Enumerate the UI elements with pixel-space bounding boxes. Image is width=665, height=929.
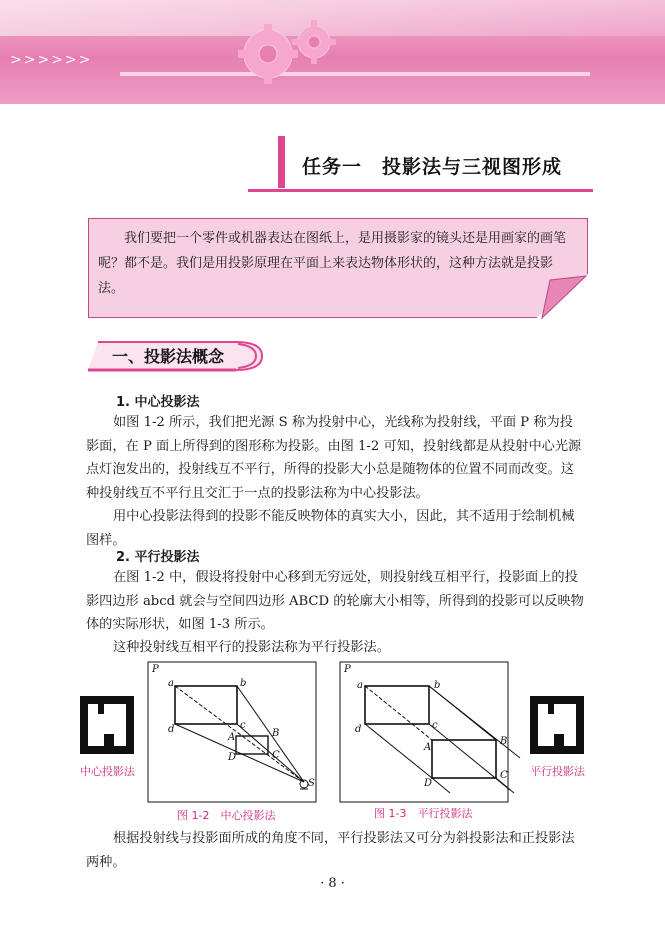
object-icon-left [80,696,134,754]
paragraph-closing: 根据投射线与投影面所成的角度不同，平行投影法又可分为斜投影法和正投影法两种。 [86,831,575,870]
fig3-label-b: b [434,680,441,691]
fig3-label-A: A [424,742,432,753]
fig2-label-b: b [240,678,247,689]
subheading-parallel: 2. 平行投影法 [116,550,200,565]
fig3-label-a: a [357,680,363,691]
side-label-parallel: 平行投影法 [530,765,585,778]
title-accent-bar [278,136,285,188]
fig2-label-B: B [272,728,280,739]
fig2-label-a: a [168,678,174,689]
header-banner [0,0,665,104]
subheading-central: 1. 中心投影法 [116,395,200,410]
banner-stripe [120,72,590,76]
side-label-central: 中心投影法 [80,765,135,778]
task-title: 任务一 投影法与三视图形成 [302,156,563,178]
fig3-label-B: B [500,736,508,747]
fig3-label-c: c [432,720,438,731]
page-number: · 8 · [320,876,345,891]
figure-3-caption: 图 1-3 平行投影法 [374,807,473,820]
fig2-label-C: C [272,750,280,761]
object-icon-right [530,696,584,754]
paragraph-central-1: 如图 1-2 所示，我们把光源 S 称为投射中心，光线称为投射线，平面 P 称为投影面，在 P 面上所得到的图形称为投影。由图 1-2 可知，投射线都是从投射中心光源点灯泡发出的，投射线互不平行，所得的投影大小总是随物体的位置不同而改变。这种投射线互不平行且交汇于一点的投影法称为中心投影法。 [86,415,582,501]
fig2-label-S: S [308,778,315,789]
figure-2-caption: 图 1-2 中心投影法 [177,809,276,822]
fig2-label-D: D [228,752,237,763]
fig3-label-D: D [424,778,433,789]
section-title: 一、投影法概念 [112,347,225,366]
fig3-label-C: C [500,770,508,781]
paragraph-central-2: 用中心投影法得到的投影不能反映物体的真实大小，因此，其不适用于绘制机械图样。 [86,509,575,548]
projection-figures [0,658,665,828]
intro-text: 我们要把一个零件或机器表达在图纸上，是用摄影家的镜头还是用画家的画笔呢？都不是。我们是用投影原理在平面上来表达物体形状的，这种方法就是投影法。 [98,231,567,296]
chevron-decoration: >>>>>> [10,52,93,68]
fig3-label-d: d [355,724,362,735]
fig3-label-P: P [344,664,351,675]
gears-icon [228,12,348,92]
fig2-label-c: c [240,720,246,731]
fig2-label-A: A [228,732,236,743]
title-underline [248,189,593,192]
fig2-label-P: P [152,664,159,675]
paragraph-parallel-1: 在图 1-2 中，假设将投射中心移到无穷远处，则投射线互相平行，投影面上的投影四边形 abcd 就会与空间四边形 ABCD 的轮廓大小相等，所得到的投影可以反映物体的实际形状，如图 1-3 所示。 [86,570,584,632]
fig2-label-d: d [168,724,175,735]
paragraph-parallel-2: 这种投射线互相平行的投影法称为平行投影法。 [113,640,390,655]
